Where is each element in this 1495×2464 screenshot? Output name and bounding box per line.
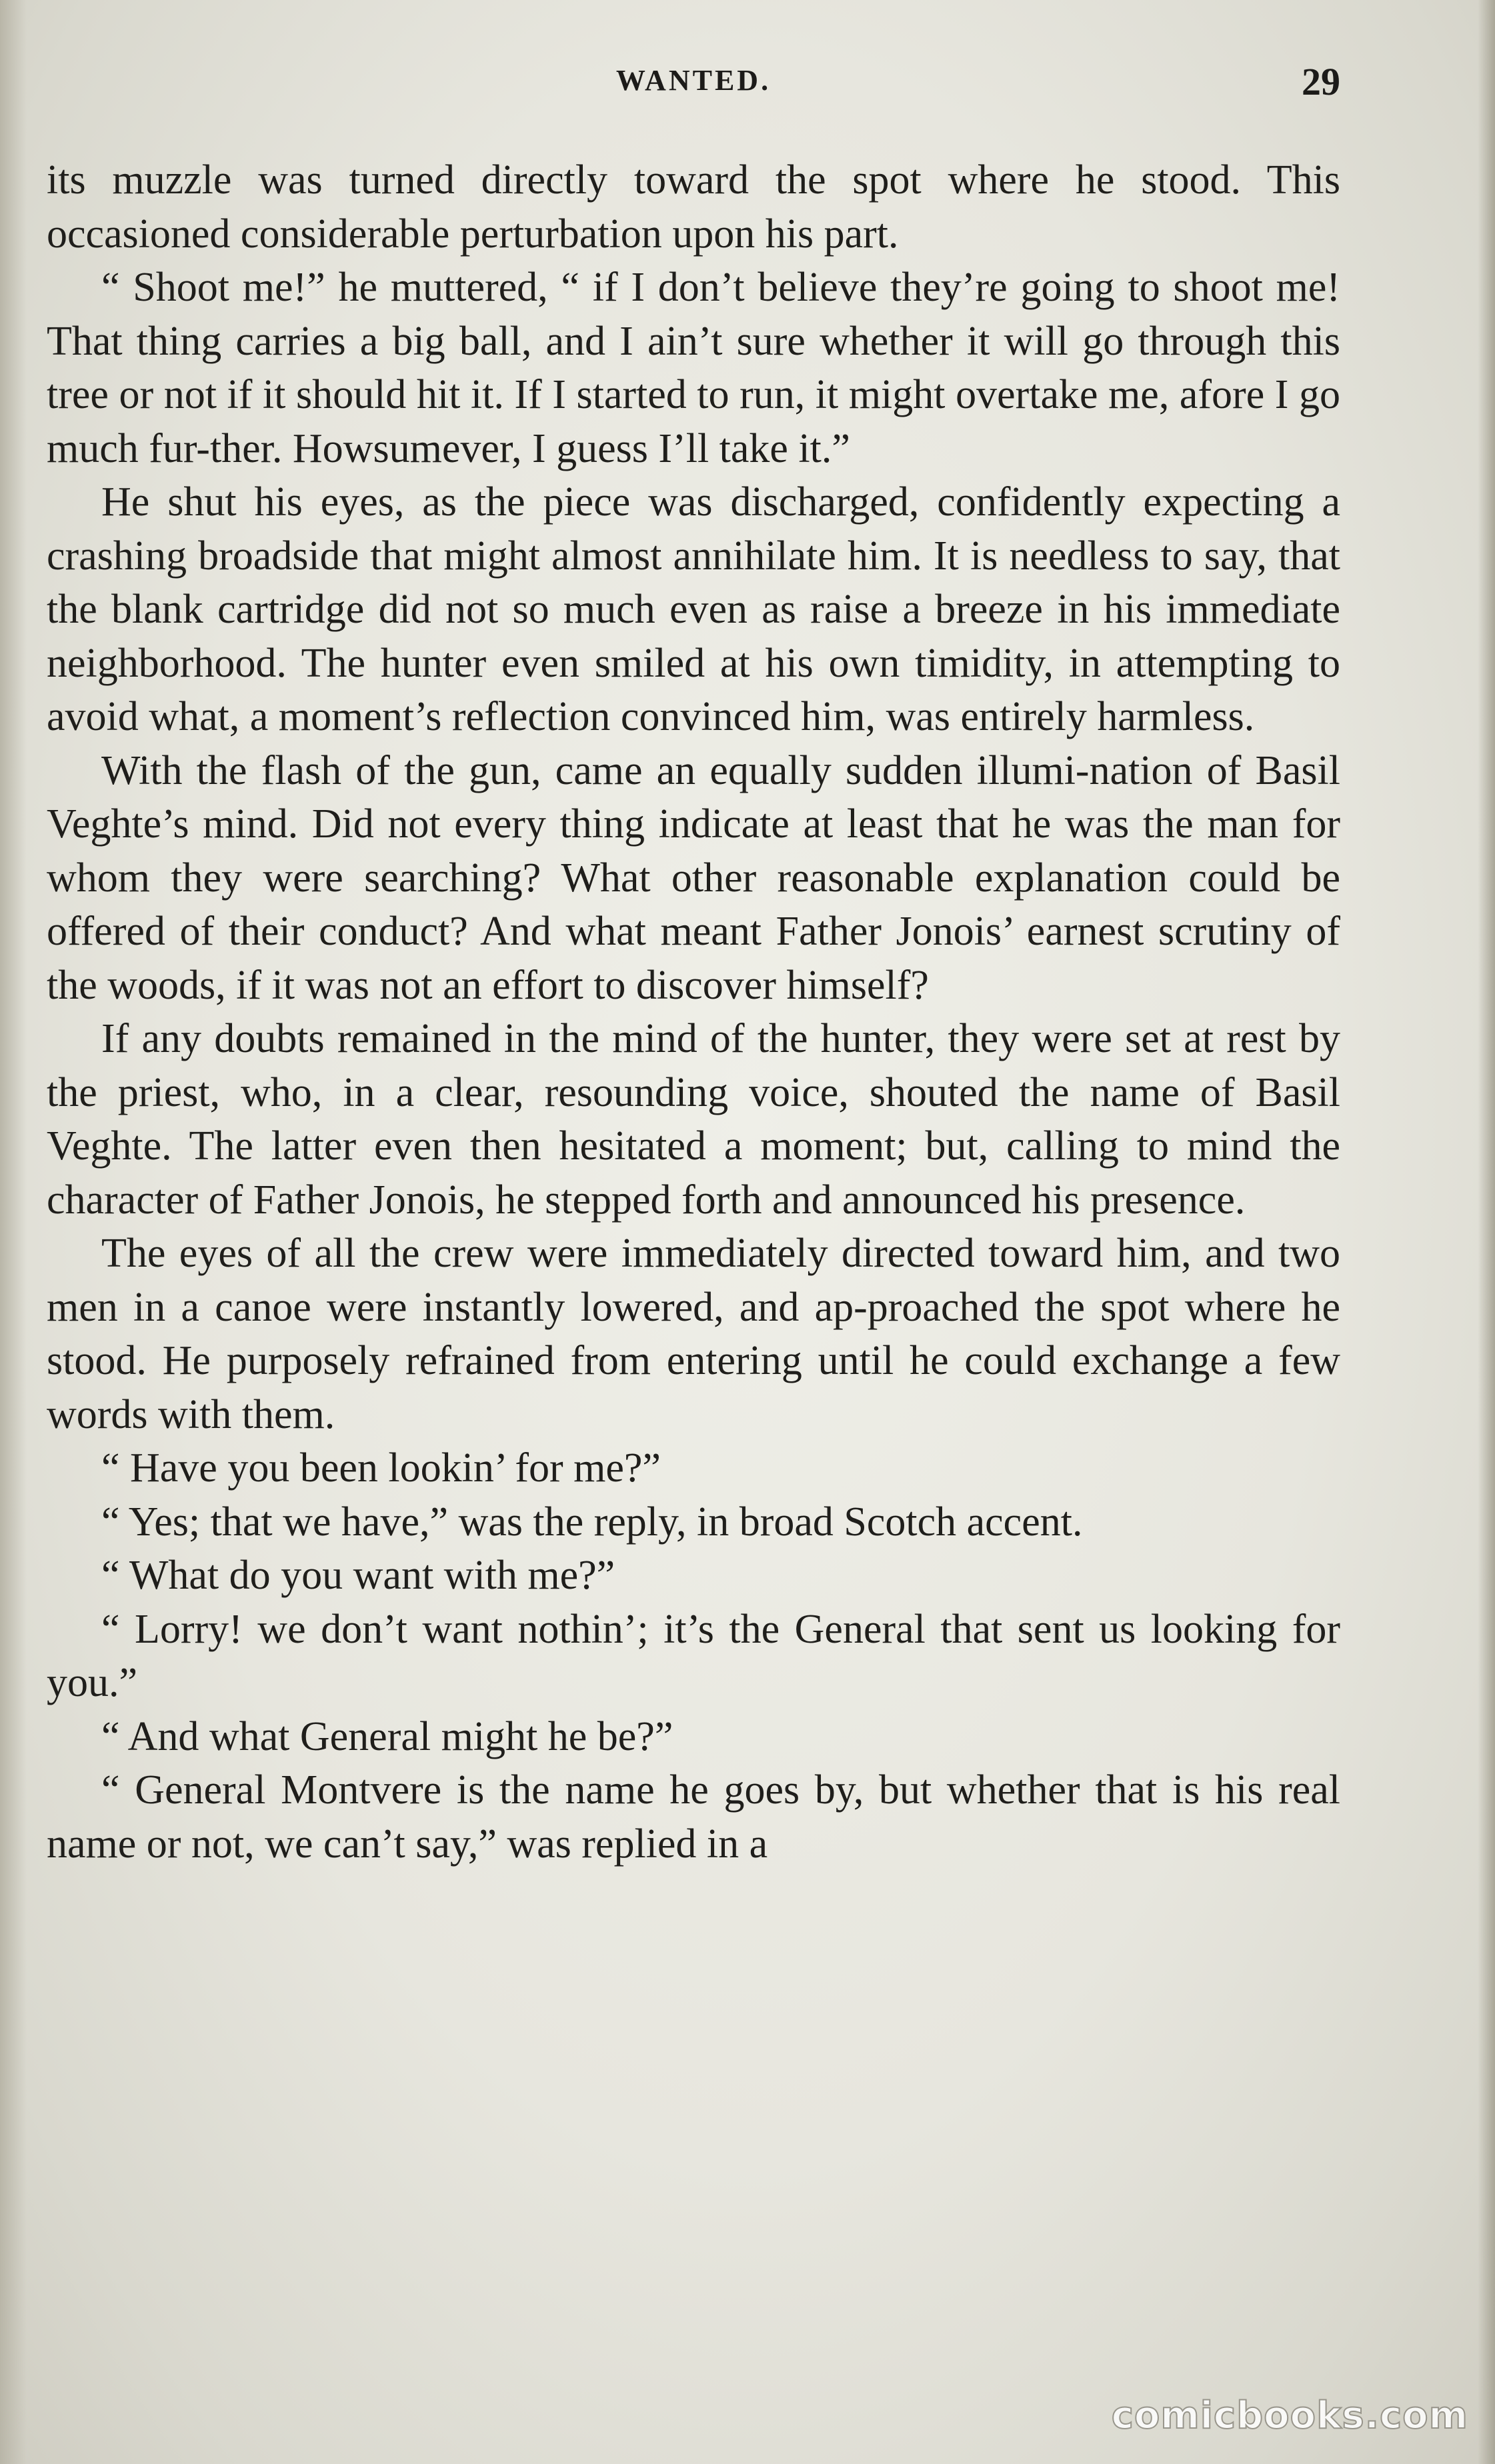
- paragraph: The eyes of all the crew were immediately directed toward him, and two men in a canoe were instantly lowered, and ap-proached the spot where he stood. He purposely refrained from entering until he could exchange a few words with them.: [47, 1231, 1340, 1437]
- dialogue-line: “ Lorry! we don’t want nothin’; it’s the General that sent us looking for you.”: [47, 1606, 1340, 1705]
- page-header: [47, 60, 1340, 110]
- dialogue-line: “ What do you want with me?”: [101, 1553, 615, 1598]
- paragraph: With the flash of the gun, came an equally sudden illumi-nation of Basil Veghte’s mind. Did not every thing indicate at least that he was the man for whom they were searching? What other reasonable explanation could be offered of their conduct? And what meant Father Jonois’ earnest scrutiny of the woods, if it was not an effort to discover himself?: [47, 747, 1340, 1008]
- dialogue-line: “ General Montvere is the name he goes by, but whether that is his real name or not, we can’t say,” was replied in a: [47, 1767, 1340, 1867]
- running-title: WANTED.: [615, 64, 772, 97]
- paragraph: its muzzle was turned directly toward the spot where he stood. This occasioned considerable perturbation upon his part.: [47, 157, 1340, 257]
- paragraph: “ Shoot me!” he muttered, “ if I don’t believe they’re going to shoot me! That thing carries a big ball, and I ain’t sure whether it will go through this tree or not if it should hit it. If I started to run, it might overtake me, afore I go much fur-ther. Howsumever, I guess I’ll take it.”: [47, 265, 1340, 471]
- dialogue-line: “ Have you been lookin’ for me?”: [101, 1445, 661, 1491]
- watermark: comicbooks.com: [1111, 2394, 1468, 2437]
- dialogue-line: “ And what General might he be?”: [101, 1713, 673, 1759]
- dialogue-line: “ Yes; that we have,” was the reply, in broad Scotch accent.: [101, 1499, 1083, 1545]
- paragraph: He shut his eyes, as the piece was discharged, confidently expecting a crashing broadside that might almost annihilate him. It is needless to say, that the blank cartridge did not so much even as raise a breeze in his immediate neighborhood. The hunter even smiled at his own timidity, in attempting to avoid what, a moment’s reflection convinced him, was entirely harmless.: [47, 479, 1340, 739]
- page-edge-shadow: [1478, 0, 1495, 2464]
- paragraph: If any doubts remained in the mind of the hunter, they were set at rest by the priest, who, in a clear, resounding voice, shouted the name of Basil Veghte. The latter even then hesitated a moment; but, calling to mind the character of Father Jonois, he stepped forth and announced his presence.: [47, 1016, 1340, 1223]
- page-number: 29: [1302, 60, 1340, 103]
- page-gutter-shadow: [0, 0, 27, 2464]
- body-text: [47, 153, 1340, 1871]
